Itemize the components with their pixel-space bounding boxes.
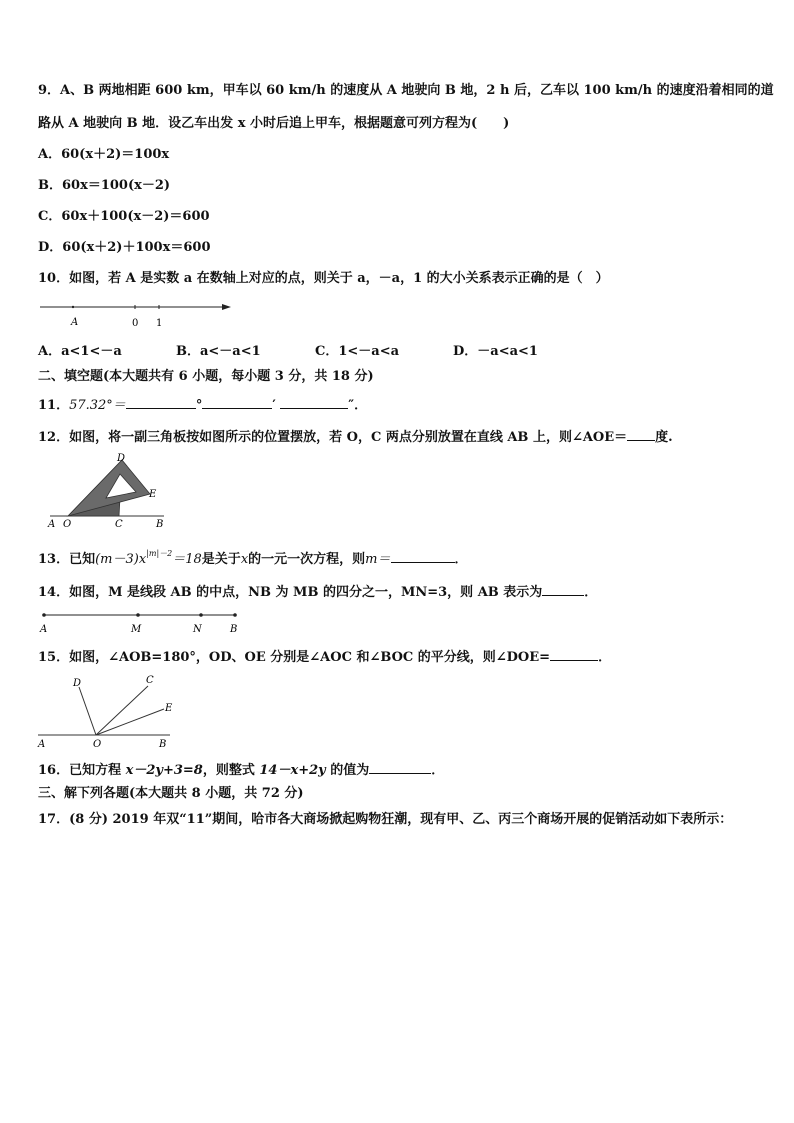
q11 (38, 395, 367, 414)
q15-label-e: E (165, 703, 173, 714)
q15-blank[interactable] (550, 647, 598, 661)
q13-mid: 是关于 (201, 552, 241, 567)
q15-label-a: A (38, 739, 46, 750)
q12-label-a: A (48, 519, 56, 530)
q11-number: 11． (38, 398, 70, 413)
ray-oe (96, 709, 164, 735)
q14-end: ． (584, 585, 598, 600)
ray-od (79, 687, 96, 735)
q14-blank[interactable] (542, 582, 584, 596)
q12-blank[interactable] (627, 427, 655, 441)
q10-number-line-figure (38, 298, 238, 332)
q9-option-a: A．60(x＋2)＝100x (38, 147, 170, 162)
q11-minute-symbol: ′ (272, 398, 276, 413)
q12-label-d: D (117, 453, 126, 464)
q15-angle-figure (36, 672, 186, 752)
q16-equation: x－2y+3=8 (125, 763, 203, 778)
q10-stem: 10．如图，若 A 是实数 a 在数轴上对应的点，则关于 a，－a，1 的大小关系表示正确的是（ ） (38, 271, 609, 286)
q15 (38, 647, 611, 666)
section-2-heading: 二、填空题(本大题共有 6 小题，每小题 3 分，共 18 分) (38, 369, 374, 384)
q13 (38, 546, 468, 568)
q9-option-b: B．60x＝100(x－2) (38, 178, 171, 193)
q10-options (38, 344, 538, 360)
q15-end: ． (598, 650, 612, 665)
q10-option-c: C．1<－a<a (315, 344, 400, 359)
point-a-label: A (71, 317, 79, 328)
q12-triangle-figure (46, 452, 176, 532)
q10-option-a: A．a<1<－a (38, 344, 122, 359)
q14-stem: 14．如图，M 是线段 AB 的中点，NB 为 MB 的四分之一，MN=3，则 AB 表示为 (38, 585, 543, 600)
number-line-arrow (222, 304, 231, 310)
q11-degree-symbol: ° (195, 398, 203, 413)
q16-post: 的值为 (325, 763, 370, 778)
q11-second-symbol: ″． (348, 398, 368, 413)
q14-label-n: N (193, 624, 202, 635)
q12-label-c: C (115, 519, 123, 530)
q9-option-d: D．60(x＋2)＋100x＝600 (38, 240, 211, 255)
section-3-heading: 三、解下列各题(本大题共 8 小题，共 72 分) (38, 786, 304, 801)
q12 (38, 427, 673, 446)
q15-label-d: D (73, 678, 82, 689)
q14-label-a: A (40, 624, 48, 635)
q15-label-b: B (159, 739, 167, 750)
q10-option-d: D．－a<a<1 (453, 344, 538, 359)
tick-zero-label: 0 (132, 318, 139, 329)
number-line-point-a (72, 306, 74, 308)
q14-label-b: B (230, 624, 238, 635)
q13-exponent: |m|－2 (146, 549, 173, 558)
q12-label-o: O (63, 519, 72, 530)
q9-line1: 9．A、B 两地相距 600 km，甲车以 60 km/h 的速度从 A 地驶向 B 地，2 h 后，乙车以 100 km/h 的速度沿着相同的道 (38, 83, 774, 98)
q16-mid: ，则整式 (202, 763, 260, 778)
q14-label-m: M (131, 624, 142, 635)
q11-blank-minutes[interactable] (202, 395, 272, 409)
q13-end: ． (454, 552, 468, 567)
q16-prefix: 16．已知方程 (38, 763, 126, 778)
q12-stem: 12．如图，将一副三角板按如图所示的位置摆放，若 O，C 两点分别放置在直线 AB 上，则∠AOE＝ (38, 430, 628, 445)
q15-stem: 15．如图，∠AOB=180°，OD、OE 分别是∠AOC 和∠BOC 的平分线，则∠DOE= (38, 650, 551, 665)
q12-tail: 度. (655, 430, 673, 445)
point-n (199, 613, 203, 617)
q11-blank-degrees[interactable] (126, 395, 196, 409)
q15-label-c: C (146, 675, 154, 686)
q14-segment-figure (38, 607, 248, 637)
q16-end: ． (431, 763, 445, 778)
q11-expression: 57.32°＝ (69, 398, 126, 413)
q14 (38, 582, 597, 601)
q13-mid2: 的一元一次方程，则 (248, 552, 366, 567)
q11-blank-seconds[interactable] (280, 395, 348, 409)
point-b (233, 613, 237, 617)
q16-blank[interactable] (369, 760, 431, 774)
q16 (38, 760, 444, 779)
point-m (136, 613, 140, 617)
q13-expression: (m－3)x (95, 552, 147, 567)
point-a (42, 613, 46, 617)
q9-option-c: C．60x＋100(x－2)＝600 (38, 209, 210, 224)
tick-one-label: 1 (156, 318, 163, 329)
q9-line2: 路从 A 地驶向 B 地．设乙车出发 x 小时后追上甲车，根据题意可列方程为( ) (38, 116, 510, 131)
q13-blank[interactable] (391, 549, 455, 563)
q13-m: m＝ (365, 552, 391, 567)
q13-variable-x: x (240, 552, 249, 567)
q12-label-b: B (156, 519, 164, 530)
q16-expression: 14－x+2y (259, 763, 326, 778)
q17-stem: 17．(8 分) 2019 年双“11”期间，哈市各大商场掀起购物狂潮，现有甲、乙、丙三个商场开展的促销活动如下表所示： (38, 812, 733, 827)
q12-label-e: E (149, 489, 157, 500)
q10-option-b: B．a<－a<1 (176, 344, 261, 359)
q13-equals: ＝18 (172, 552, 202, 567)
q15-label-o: O (93, 739, 102, 750)
q13-prefix: 13．已知 (38, 552, 96, 567)
ray-oc (96, 686, 148, 735)
